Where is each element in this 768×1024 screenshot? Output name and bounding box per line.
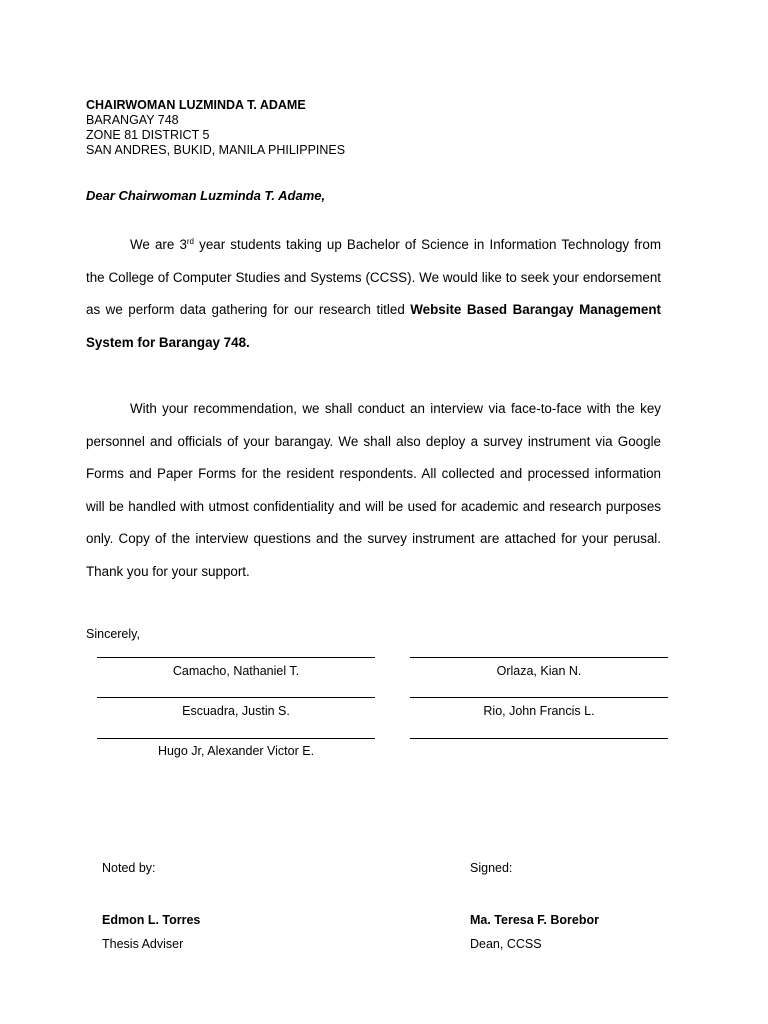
signature-line (97, 738, 375, 739)
signature-line (410, 738, 668, 739)
paragraph-1-superscript: rd (186, 237, 195, 246)
signature-line (97, 697, 375, 698)
adviser-title: Thesis Adviser (102, 937, 184, 951)
recipient-line-3: SAN ANDRES, BUKID, MANILA PHILIPPINES (86, 143, 346, 157)
signature-line (410, 657, 668, 658)
paragraph-2: With your recommendation, we shall conduct an interview via face-to-face with the key personnel and officials of your barangay. We shall also deploy a survey instrument via Google Forms and Paper Forms for the resident respondents. All collected and processed information will be handled with utmost confidentiality and will be used for academic and research purposes only. Copy of the interview questions and the survey instrument are attached for your perusal. Thank you for your support. (86, 401, 661, 579)
dean-name: Ma. Teresa F. Borebor (470, 913, 599, 927)
recipient-address (86, 98, 345, 158)
research-title: Website Based Barangay Management System for Barangay 748. (86, 302, 661, 350)
signatory-name: Hugo Jr, Alexander Victor E. (157, 744, 315, 758)
noted-by-label: Noted by: (102, 861, 156, 875)
recipient-line-1: BARANGAY 748 (86, 113, 179, 127)
paragraph-1 (86, 229, 661, 359)
recipient-line-2: ZONE 81 DISTRICT 5 (86, 128, 210, 142)
dean-title: Dean, CCSS (470, 937, 542, 951)
paragraph-1-text-a: We are 3 (130, 237, 187, 252)
signatory-name: Rio, John Francis L. (483, 704, 595, 718)
signature-line (97, 657, 375, 658)
recipient-name: CHAIRWOMAN LUZMINDA T. ADAME (86, 98, 306, 112)
paragraph-1-text-b: year students taking up Bachelor of Science in Information Technology from the College of Computer Studies and Systems (CCSS). We would like to seek your endorsement as we perform data gathering for our research titled (86, 237, 661, 318)
salutation: Dear Chairwoman Luzminda T. Adame, (86, 188, 326, 203)
signature-line (410, 697, 668, 698)
signatory-name: Orlaza, Kian N. (496, 664, 582, 678)
signatory-name: Escuadra, Justin S. (182, 704, 290, 718)
signed-label: Signed: (470, 861, 513, 875)
signatory-name: Camacho, Nathaniel T. (172, 664, 300, 678)
adviser-name: Edmon L. Torres (102, 913, 201, 927)
closing: Sincerely, (86, 627, 140, 641)
